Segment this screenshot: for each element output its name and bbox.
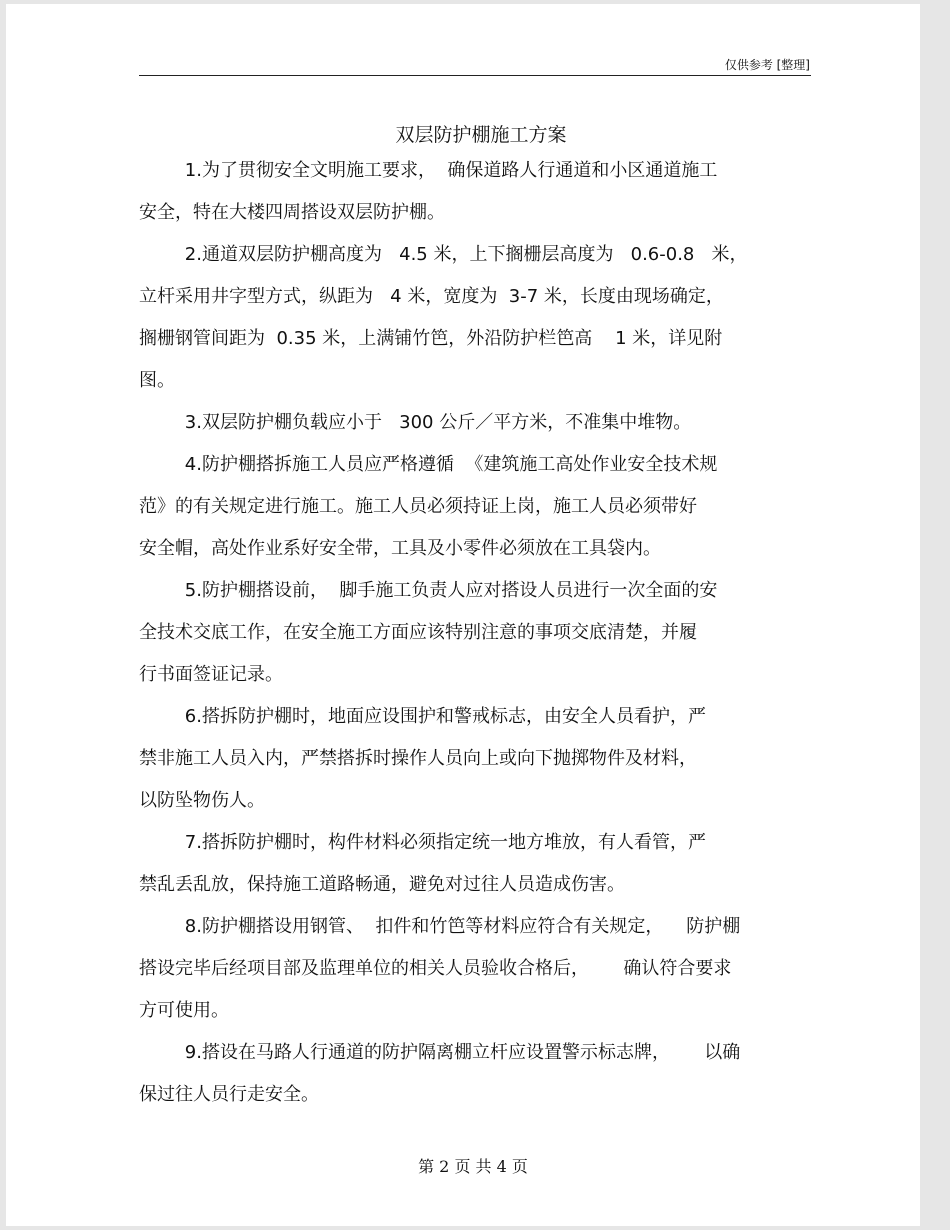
paragraph-8: 8.防护棚搭设用钢管、 扣件和竹笆等材料应符合有关规定， 防护棚 搭设完毕后经项目部及监理单位的相关人员验收合格后， 确认符合要求 方可使用。 bbox=[139, 916, 741, 1021]
paragraph-5: 5.防护棚搭设前， 脚手施工负责人应对搭设人员进行一次全面的安 全技术交底工作，在安全施工方面应该特别注意的事项交底清楚，并履 行书面签证记录。 bbox=[139, 580, 718, 685]
header-divider bbox=[139, 75, 811, 76]
paragraph-9: 9.搭设在马路人行通道的防护隔离棚立杆应设置警示标志牌， 以确 保过往人员行走安全。 bbox=[139, 1042, 741, 1105]
paragraph-7: 7.搭拆防护棚时，构件材料必须指定统一地方堆放，有人看管，严 禁乱丢乱放，保持施工道路畅通，避免对过往人员造成伤害。 bbox=[139, 832, 706, 895]
document-title: 双层防护棚施工方案 bbox=[395, 124, 567, 146]
paragraph-2: 2.通道双层防护棚高度为 4.5 米，上下搁栅层高度为 0.6-0.8 米， 立杆采用井字型方式，纵距为 4 米，宽度为 3-7 米，长度由现场确定， 搁栅钢管间距为 0.35 米，上满铺竹笆，外沿防护栏笆高 1 米，详见附 图。 bbox=[139, 244, 748, 391]
paragraph-4: 4.防护棚搭拆施工人员应严格遵循 《建筑施工高处作业安全技术规 范》的有关规定进行施工。施工人员必须持证上岗，施工人员必须带好 安全帽，高处作业系好安全带，工具及小零件必须放在工具袋内。 bbox=[139, 454, 718, 559]
header-note: 仅供参考 [整理] bbox=[724, 58, 810, 72]
paragraph-1: 1.为了贯彻安全文明施工要求， 确保道路人行通道和小区通道施工 安全，特在大楼四周搭设双层防护棚。 bbox=[139, 160, 718, 223]
page-number-footer: 第 2 页 共 4 页 bbox=[418, 1157, 528, 1176]
paragraph-3: 3.双层防护棚负载应小于 300 公斤／平方米，不准集中堆物。 bbox=[139, 412, 692, 433]
document-body bbox=[139, 150, 819, 1116]
paragraph-6: 6.搭拆防护棚时，地面应设围护和警戒标志，由安全人员看护，严 禁非施工人员入内，严禁搭拆时操作人员向上或向下抛掷物件及材料， 以防坠物伤人。 bbox=[139, 706, 706, 811]
